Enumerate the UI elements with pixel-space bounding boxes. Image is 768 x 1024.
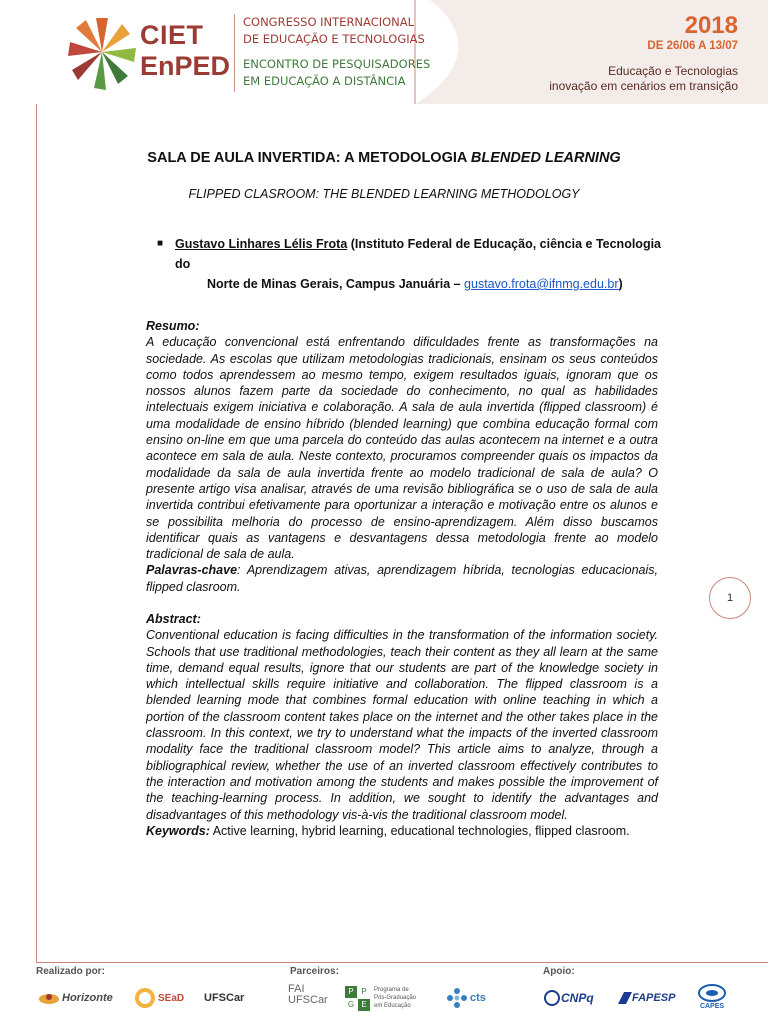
ppge-letter-1: P [345,986,357,998]
brand-wordmark [140,22,230,80]
page-frame-left [36,104,37,962]
resumo-text: A educação convencional está enfrentando dificuldades frente as transformações na sociedade. As escolas que utilizam metodologias tradicionais, ensinam os seus conteúdos como todos aprendessem ao mesmo tempo, exigem resultados iguais, ignoram que os nossos alunos fazem parte da sociedade do conhecimento, no qual as habilidades intelectuais exigem iniciativa e colaboração. A sala de aula invertida (flipped classroom) é uma modalidade de ensino híbrido (blended learning) que combina educação formal com ensino on-line em que uma parcela do conteúdo das aulas acontecem na internet e a outra acontece em sala de aula. Neste contexto, procuramos compreender quais os impactos da modalidade da sala de aula invertida frente ao modelo tradicional de sala de aula? O presente artigo visa analisar, através de uma revisão bibliográfica se o uso de sala de aula invertida contribui efetivamente para oportunizar a interação e motivação entre os alunos e se possibilita melhoria do processo de ensino-aprendizagem. Além disso buscamos identificar quais as vantagens e desvantagens dessa metodologia frente ao modelo tradicional de sala de aula. [146,335,658,562]
ciet-logo-icon [68,10,138,94]
resumo-heading: Resumo: [146,319,200,333]
cnpq-logo [543,984,594,1012]
author-close: ) [618,277,623,291]
paper-title-italic: BLENDED LEARNING [470,150,621,166]
encontro-line-2: EM EDUCAÇÃO A DISTÂNCIA [243,74,406,88]
bullet-icon: ■ [157,238,164,249]
event-dates: DE 26/06 A 13/07 [647,40,738,52]
congresso-title [243,14,425,48]
ppge-logo [345,984,416,1012]
author-name: Gustavo Linhares Lélis Frota [175,237,348,251]
ppge-icon [345,986,370,1011]
brand-line-enped: EnPED [140,51,231,81]
page-header [0,0,768,104]
ppge-text [374,986,416,1010]
fai-text: FAI [288,983,305,995]
author-block [157,234,665,294]
header-divider [234,14,235,92]
theme-line-1: Educação e Tecnologias [608,64,738,78]
keywords [146,823,658,839]
horizonte-logo [38,984,113,1012]
ppge-text-3: em Educação [374,1003,411,1009]
fapesp-logo [618,984,675,1012]
horizonte-icon [38,991,60,1005]
ppge-letter-2: P [358,986,370,998]
author-affiliation-1: (Instituto Federal de Educação, ciência e Tecnologia do [175,237,661,271]
footer-parceiros-label: Parceiros: [290,966,339,977]
encontro-line-1: ENCONTRO DE PESQUISADORES [243,57,431,71]
ppge-letter-3: G [345,999,357,1011]
encontro-title [243,56,430,90]
cts-logo [446,984,486,1012]
palavras-chave-label: Palavras-chave [146,563,238,578]
capes-logo [697,984,727,1012]
ppge-text-2: Pós-Graduação [374,995,417,1001]
author-affiliation-2: Norte de Minas Gerais, Campus Januária – [207,277,465,291]
resumo-section [146,318,658,595]
cnpq-text: CNPq [561,991,594,1005]
sead-icon [134,987,156,1009]
author-email-link[interactable]: gustavo.frota@ifnmg.edu.br [464,277,619,291]
theme-line-2: inovação em cenários em transição [549,79,738,93]
cts-text: cts [470,992,486,1004]
ppge-letter-4: E [358,999,370,1011]
congresso-line-2: DE EDUCAÇÃO E TECNOLOGIAS [243,32,425,46]
fai-ufscar-logo [288,984,328,1012]
footer-realizado-label: Realizado por: [36,966,105,977]
event-theme [549,64,738,94]
ufscar-logo [204,984,244,1012]
abstract-text: Conventional education is facing difficulties in the transformation of the information society. Schools that use traditional methodologies, teach their content as they all learn at the same time, demand equal results, ignore that our students are part of the knowledge society in which intellectual skills require initiative and collaboration. The flipped classroom is a blended learning mode that combines formal education with online teaching in which a portion of the classroom content takes place on the internet and the other takes place in the classroom. In this context, we try to understand what the impacts of the inverted classroom modality face the traditional classroom model? This article aims to analyze, through a bibliographical review, whether the use of an inverted classroom effectively contributes to the interaction and motivation among the students and makes possible the improvement of the teaching-learning process. In addition, we sought to identify the advantages and disadvantages of this methodology vis-à-vis the traditional classroom model. [146,628,658,822]
ppge-text-1: Programa de [374,987,409,993]
cnpq-icon [543,989,561,1007]
page-number: 1 [709,577,751,619]
paper-title-regular: SALA DE AULA INVERTIDA: A METODOLOGIA [147,150,471,166]
palavras-chave [146,562,658,595]
paper-subtitle: FLIPPED CLASROOM: THE BLENDED LEARNING METHODOLOGY [188,187,580,201]
event-year: 2018 [684,12,738,39]
capes-text: CAPES [699,1003,725,1010]
page-frame-bottom [36,962,768,963]
fai-ufscar-text: UFSCar [288,994,328,1006]
ufscar-text: UFSCar [204,992,245,1004]
horizonte-text: Horizonte [62,992,113,1004]
cts-icon [446,987,468,1009]
footer-apoio-label: Apoio: [543,966,575,977]
author-affiliation-line-2 [175,274,665,294]
brand-line-ciet: CIET [140,20,204,50]
palavras-chave-text: : Aprendizagem ativas, aprendizagem híbrida, tecnologias educacionais, flipped clasroom. [146,563,658,594]
capes-icon [697,984,727,1002]
keywords-text: Active learning, hybrid learning, educational technologies, flipped clasroom. [209,823,630,838]
fapesp-icon [618,992,632,1004]
abstract-heading: Abstract: [146,612,201,626]
fapesp-text: FAPESP [632,992,676,1004]
abstract-section [146,611,658,839]
paper-title [0,150,768,166]
congresso-line-1: CONGRESSO INTERNACIONAL [243,15,415,29]
sead-text: SEaD [158,992,185,1004]
sead-logo [134,984,184,1012]
keywords-label: Keywords: [146,823,210,838]
